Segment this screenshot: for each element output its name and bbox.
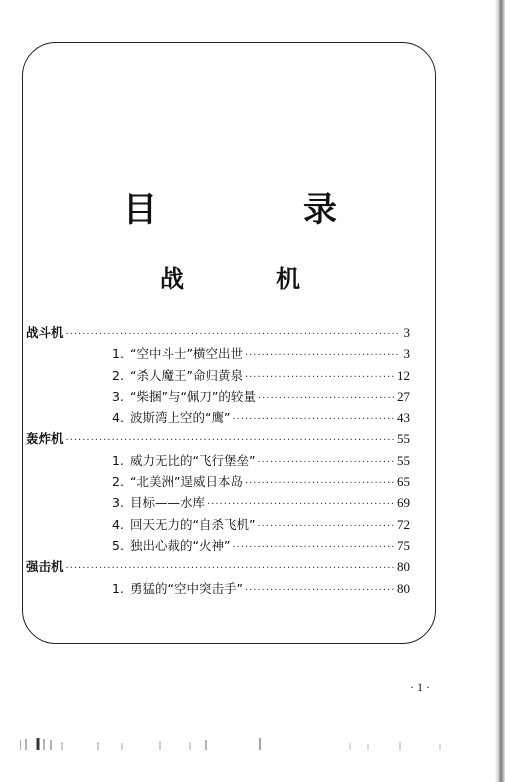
toc-page-number: 55 (397, 431, 410, 447)
toc-entry[interactable] (26, 386, 410, 407)
toc-section-bombers[interactable] (26, 428, 410, 449)
book-spine-shadow (495, 0, 505, 782)
toc-entry[interactable] (26, 492, 410, 513)
toc-entry-label: “北美洲”逞威日本岛 (130, 474, 243, 490)
toc-entry[interactable] (26, 514, 410, 535)
toc-page-number: 69 (397, 495, 410, 511)
toc-entry-number: 4. (112, 516, 124, 532)
scan-artifacts (20, 736, 490, 750)
toc-entry-number: 1. (112, 580, 124, 596)
category-title: 战 机 (160, 265, 334, 293)
dot-leader (207, 494, 395, 515)
dot-leader (66, 558, 395, 579)
toc-section-label: 强击机 (26, 559, 64, 575)
dot-leader (245, 473, 395, 494)
dot-leader (232, 537, 395, 558)
toc-entry-label: 波斯湾上空的“鹰” (130, 410, 231, 426)
table-of-contents (26, 322, 410, 599)
toc-entry[interactable] (26, 407, 410, 428)
toc-entry-label: 威力无比的“飞行堡垒” (130, 452, 256, 468)
toc-page-number: 80 (397, 559, 410, 575)
toc-entry[interactable] (26, 535, 410, 556)
dot-leader (245, 580, 395, 601)
toc-entry[interactable] (26, 365, 410, 386)
toc-page-number: 12 (397, 367, 410, 383)
dot-leader (66, 324, 398, 345)
toc-page-number: 65 (397, 474, 410, 490)
toc-section-fighters[interactable] (26, 322, 410, 343)
toc-page-number: 43 (397, 410, 410, 426)
page-folio: · 1 · (410, 680, 430, 694)
toc-entry-number: 4. (112, 410, 124, 426)
toc-entry[interactable] (26, 471, 410, 492)
toc-section-attackers[interactable] (26, 556, 410, 577)
toc-entry-number: 1. (112, 452, 124, 468)
toc-entry[interactable] (26, 578, 410, 599)
toc-entry-label: 勇猛的“空中突击手” (130, 580, 243, 596)
toc-entry-number: 2. (112, 474, 124, 490)
toc-entry-label: “杀人魔王”命归黄泉 (130, 367, 243, 383)
toc-entry-number: 3. (112, 495, 124, 511)
toc-entry-number: 3. (112, 388, 124, 404)
dot-leader (257, 452, 395, 473)
toc-entry[interactable] (26, 343, 410, 364)
toc-page-number: 27 (397, 388, 410, 404)
toc-page-number: 55 (397, 452, 410, 468)
toc-entry-label: “空中斗士”横空出世 (130, 346, 243, 362)
toc-page-number: 72 (397, 516, 410, 532)
toc-entry-number: 2. (112, 367, 124, 383)
page-title: 目 录 (123, 190, 393, 230)
toc-page-number: 80 (397, 580, 410, 596)
toc-entry-label: 目标——水库 (130, 495, 206, 511)
dot-leader (245, 345, 398, 366)
toc-section-label: 战斗机 (26, 325, 64, 340)
dot-leader (245, 367, 395, 388)
toc-entry-number: 5. (112, 537, 124, 553)
toc-entry-label: “柴捆”与“佩刀”的较量 (130, 388, 256, 404)
toc-section-label: 轰炸机 (26, 431, 64, 447)
dot-leader (258, 388, 395, 409)
dot-leader (232, 409, 395, 430)
toc-page-number: 3 (403, 325, 410, 340)
dot-leader (257, 516, 395, 537)
toc-page-number: 75 (397, 537, 410, 553)
dot-leader (66, 430, 395, 451)
toc-entry-label: 回天无力的“自杀飞机” (130, 516, 256, 532)
toc-entry-number: 1. (112, 346, 124, 362)
toc-page-number: 3 (403, 346, 410, 362)
toc-entry-label: 独出心裁的“火神” (130, 537, 231, 553)
toc-entry[interactable] (26, 450, 410, 471)
